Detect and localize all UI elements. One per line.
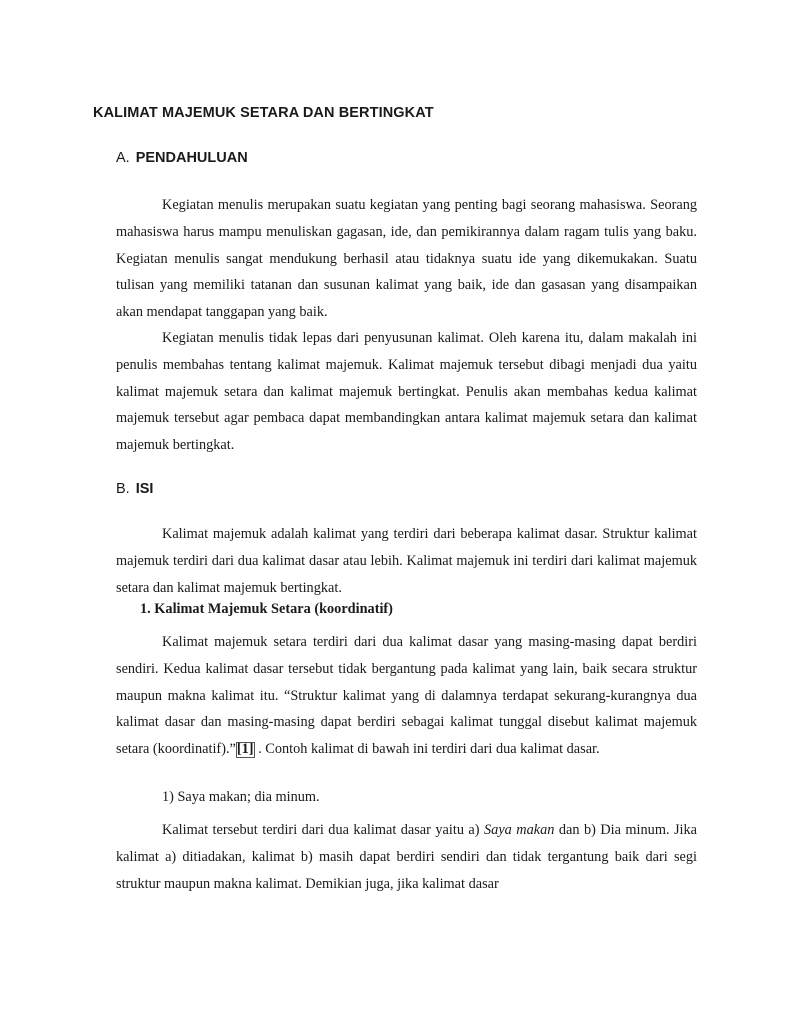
subsection-heading: 1. Kalimat Majemuk Setara (koordinatif)	[140, 601, 393, 617]
definition-text: Kalimat majemuk setara terdiri dari dua kalimat dasar yang masing-masing dapat berdiri sendiri. Kedua kalimat dasar tersebut tidak bergantung pada kalimat yang lain, baik secara struktur maupun makna kalimat itu. “Struktur kalimat yang di dalamnya terdapat sekurang-kurangnya dua kalimat dasar dan masing-masing dapat berdiri sebagai kalimat tunggal disebut kalimat majemuk setara (koordinatif).”	[116, 634, 697, 758]
definition-continuation: . Contoh kalimat di bawah ini terdiri dari dua kalimat dasar.	[254, 741, 600, 758]
paragraph-definition	[116, 629, 697, 763]
section-name: ISI	[135, 481, 154, 497]
paragraph-intro-1: Kegiatan menulis merupakan suatu kegiatan yang penting bagi seorang mahasiswa. Seorang mahasiswa harus mampu menuliskan gagasan, ide, dan pemikirannya dalam ragam tulis yang baku. Kegiatan menulis sangat mendukung berhasil atau tidaknya suatu ide yang dikemukakan. Suatu tulisan yang memiliki tatanan dan susunan kalimat yang baik, ide dan gasasan yang disampaikan akan mendapat tanggapan yang baik.	[116, 197, 697, 321]
paragraph-intro-2: Kegiatan menulis tidak lepas dari penyusunan kalimat. Oleh karena itu, dalam makalah ini penulis membahas tentang kalimat majemuk. Kalimat majemuk tersebut dibagi menjadi dua yaitu kalimat majemuk setara dan kalimat majemuk bertingkat. Penulis akan membahas kedua kalimat majemuk tersebut agar pembaca dapat membandingkan antara kalimat majemuk setara dan kalimat majemuk bertingkat.	[116, 330, 697, 454]
example-sentence: 1) Saya makan; dia minum.	[162, 789, 320, 805]
section-heading-a	[116, 150, 248, 166]
explanation-text: Kalimat tersebut terdiri dari dua kalimat dasar yaitu a)	[162, 822, 480, 838]
paragraph-explanation	[116, 817, 697, 897]
section-name: PENDAHULUAN	[135, 150, 248, 166]
section-letter: B.	[116, 481, 130, 497]
section-letter: A.	[116, 150, 130, 166]
explanation-continuation: dan b) Dia minum. Jika kalimat a) ditiadakan, kalimat b) masih dapat berdiri sendiri dan tidak tergantung baik dari segi struktur maupun makna kalimat. Demikian juga, jika kalimat dasar	[116, 822, 698, 892]
reference-link[interactable]: [1]	[236, 741, 254, 758]
section-heading-b	[116, 481, 153, 497]
document-title: KALIMAT MAJEMUK SETARA DAN BERTINGKAT	[93, 105, 434, 121]
paragraph-isi-intro: Kalimat majemuk adalah kalimat yang terdiri dari beberapa kalimat dasar. Struktur kalimat majemuk terdiri dari dua kalimat dasar atau lebih. Kalimat majemuk ini terdiri dari kalimat majemuk setara dan kalimat majemuk bertingkat.	[116, 526, 697, 596]
explanation-italic: Saya makan	[484, 822, 555, 838]
